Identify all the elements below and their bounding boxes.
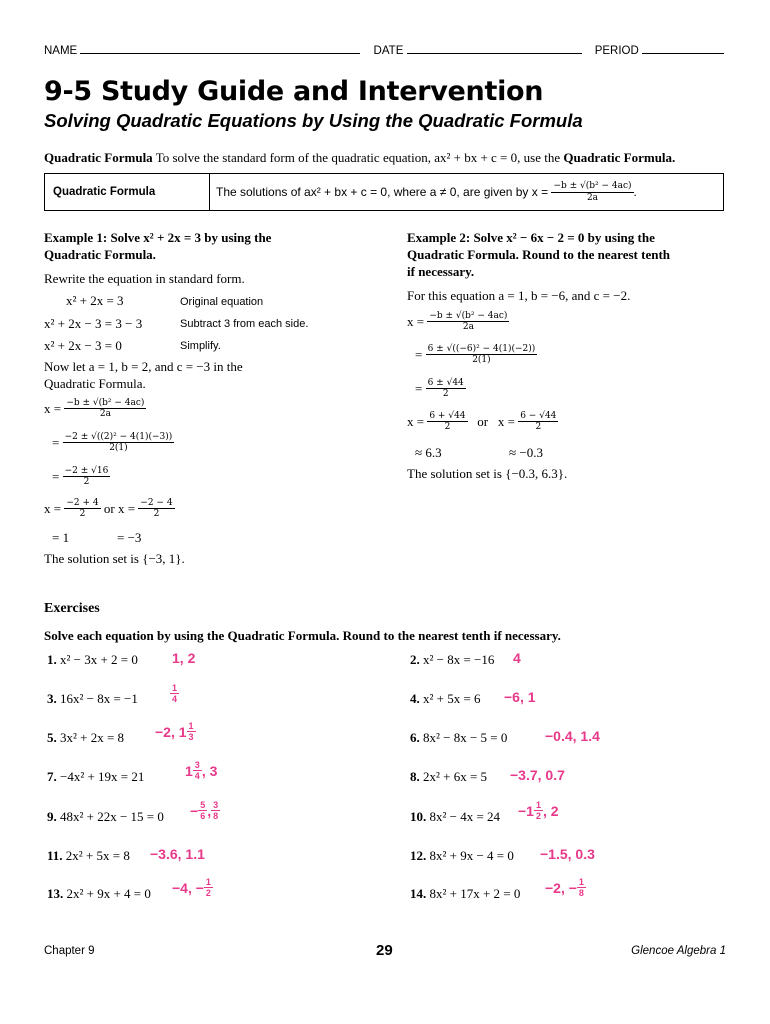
- example1-step3-eq: x² + 2x − 3 = 0: [44, 338, 122, 353]
- exercise-7-answer: 1 $\frac{3}{4}$ , 3: [185, 760, 218, 782]
- exercise-3: 3. 16x² − 8x = −1: [47, 691, 138, 706]
- example1-heading-line2: Quadratic Formula.: [44, 247, 156, 262]
- example2-result-2: ≈ −0.3: [509, 445, 543, 460]
- ex1-f4b-num: −2 − 4: [140, 498, 173, 508]
- example2-formula-1: x = $\frac{\text{−b ± √(b² − 4ac)}}{2a}$: [407, 311, 508, 333]
- example1-result-1: = 1: [52, 530, 70, 545]
- exercises-heading: Exercises: [44, 601, 100, 616]
- ex2-f4b-den: 2: [535, 422, 542, 433]
- example1-result-2: = −3: [117, 530, 142, 545]
- example1-step1-eq: x² + 2x = 3: [66, 293, 124, 308]
- ex1-f1-num: −b ± √(b² − 4ac): [66, 398, 145, 408]
- intro-paragraph: [44, 150, 675, 166]
- formula-denominator: 2a: [586, 192, 599, 203]
- example2-formula-2: = $\frac{\text{6 ± √((−6)² − 4(1)(−2))}}{2(1)}$: [415, 344, 536, 366]
- example1-step2-note: Subtract 3 from each side.: [180, 318, 309, 330]
- exercise-9-answer: − $\frac{5}{6}$ , $\frac{3}{8}$: [190, 800, 219, 822]
- example2-solution: The solution set is {−0.3, 6.3}.: [407, 466, 568, 481]
- exercise-1-answer: 1, 2: [172, 650, 196, 666]
- exercise-2-answer: 4: [513, 650, 521, 666]
- footer-chapter: Chapter 9: [44, 945, 95, 957]
- ex1-f4a-num: −2 + 4: [66, 498, 99, 508]
- exercises-instructions: Solve each equation by using the Quadratic Formula. Round to the nearest tenth if necessary.: [44, 628, 561, 643]
- ex1-f3-num: −2 ± √16: [64, 466, 109, 476]
- ex2-f1-den: 2a: [462, 322, 474, 333]
- example2-intro: For this equation a = 1, b = −6, and c = −2.: [407, 288, 631, 303]
- example2-formula-3: = $\frac{6 \pm √44}{2}$: [415, 378, 464, 400]
- example2-heading-line1: Example 2: Solve x² − 6x − 2 = 0 by using the: [407, 230, 655, 245]
- example1-formula-2: = $\frac{\text{−2 ± √((2)² − 4(1)(−3))}}{2(1)}$: [52, 432, 173, 454]
- example1-solution: The solution set is {−3, 1}.: [44, 551, 185, 566]
- example1-let-line1: Now let a = 1, b = 2, and c = −3 in the: [44, 359, 243, 374]
- example1-step2-eq: x² + 2x − 3 = 3 − 3: [44, 316, 143, 331]
- intro-term-2: Quadratic Formula.: [563, 150, 676, 165]
- example1-step3-note: Simplify.: [180, 340, 221, 352]
- footer-book: Glencoe Algebra 1: [631, 945, 726, 957]
- exercise-1: 1. x² − 3x + 2 = 0: [47, 652, 138, 667]
- ex1-f2-num: −2 ± √((2)² − 4(1)(−3)): [64, 432, 173, 442]
- ex2-f4b-num: 6 − √44: [520, 411, 557, 421]
- ex2-f1-num: −b ± √(b² − 4ac): [429, 311, 508, 321]
- page-subtitle: Solving Quadratic Equations by Using the Quadratic Formula: [44, 110, 583, 131]
- example1-rewrite: Rewrite the equation in standard form.: [44, 271, 245, 286]
- ex1-f2-den: 2(1): [109, 443, 128, 454]
- name-label: NAME: [44, 45, 78, 57]
- ex2-f4a-num: 6 + √44: [429, 411, 466, 421]
- exercise-5: 5. 3x² + 2x = 8: [47, 730, 125, 745]
- exercise-10-answer: −1 $\frac{1}{2}$ , 2: [518, 800, 559, 822]
- page-title: 9-5 Study Guide and Intervention: [44, 76, 544, 107]
- exercise-8-answer: −3.7, 0.7: [510, 767, 565, 783]
- period-label: PERIOD: [594, 45, 639, 57]
- ex2-f3-den: 2: [442, 389, 449, 400]
- ex2-f4a-den: 2: [444, 422, 451, 433]
- student-info-header: [44, 44, 724, 57]
- date-label: DATE: [373, 45, 404, 57]
- example1-formula-3: = $\frac{-2 \pm √16}{2}$: [52, 466, 109, 488]
- exercise-3-answer: $\frac{1}{4}$: [172, 683, 178, 705]
- ex1-or: or: [103, 500, 115, 516]
- name-field[interactable]: [80, 44, 360, 54]
- example1-heading: [44, 229, 271, 263]
- exercise-5-answer: −2, 1 $\frac{1}{3}$: [155, 721, 194, 743]
- ex2-or: or: [477, 413, 489, 429]
- ex2-f2-den: 2(1): [472, 355, 491, 366]
- example1-step1-note: Original equation: [180, 296, 264, 308]
- formula-fraction: [551, 181, 633, 203]
- example2-heading-line2: Quadratic Formula. Round to the nearest tenth: [407, 247, 671, 262]
- exercise-8: 8. 2x² + 6x = 5: [410, 769, 488, 784]
- exercise-13-answer: −4, − $\frac{1}{2}$: [172, 877, 211, 899]
- example1-let-line2: Quadratic Formula.: [44, 376, 146, 391]
- exercise-12: 12. 8x² + 9x − 4 = 0: [410, 848, 514, 863]
- exercise-4-answer: −6, 1: [504, 689, 536, 705]
- exercise-11: 11. 2x² + 5x = 8: [47, 848, 130, 863]
- exercise-11-answer: −3.6, 1.1: [150, 846, 205, 862]
- formula-box-content: The solutions of ax² + bx + c = 0, where a ≠ 0, are given by x = $\frac{\text{−b ± √(b² − 4ac)}}{2a}$ .: [216, 181, 637, 203]
- exercise-7: 7. −4x² + 19x = 21: [47, 769, 145, 784]
- ex1-f1-den: 2a: [99, 409, 111, 420]
- exercise-10: 10. 8x² − 4x = 24: [410, 809, 501, 824]
- example1-formula-4: x = $\frac{-2 + 4}{2}$ or x = $\frac{-2 - 4}{2}$: [44, 498, 173, 520]
- exercise-14: 14. 8x² + 17x + 2 = 0: [410, 886, 521, 901]
- ex1-f4a-den: 2: [79, 509, 86, 520]
- ex1-f4b-den: 2: [153, 509, 160, 520]
- period-field[interactable]: [642, 44, 724, 54]
- example2-heading: [407, 229, 670, 280]
- exercise-13: 13. 2x² + 9x + 4 = 0: [47, 886, 151, 901]
- exercise-2: 2. x² − 8x = −16: [410, 652, 495, 667]
- example1-let: [44, 358, 243, 392]
- exercise-6: 6. 8x² − 8x − 5 = 0: [410, 730, 508, 745]
- ex2-f2-num: 6 ± √((−6)² − 4(1)(−2)): [427, 344, 536, 354]
- intro-term: Quadratic Formula: [44, 150, 153, 165]
- exercise-6-answer: −0.4, 1.4: [545, 728, 600, 744]
- exercise-14-answer: −2, − $\frac{1}{8}$: [545, 877, 584, 899]
- formula-numerator: −b ± √(b² − 4ac): [553, 181, 632, 192]
- ex2-f3-num: 6 ± √44: [427, 378, 464, 388]
- example2-formula-4: x = $\frac{6 + √44}{2}$ or x = $\frac{6 - √44}{2}$: [407, 411, 557, 433]
- ex1-f3-den: 2: [83, 477, 90, 488]
- formula-box-label: Quadratic Formula: [45, 174, 210, 210]
- example1-heading-line1: Example 1: Solve x² + 2x = 3 by using the: [44, 230, 272, 245]
- example1-formula-1: x = $\frac{\text{−b ± √(b² − 4ac)}}{2a}$: [44, 398, 145, 420]
- formula-box: [44, 173, 724, 211]
- footer-page-number: 29: [376, 942, 393, 959]
- example2-heading-line3: if necessary.: [407, 264, 475, 279]
- formula-box-text: The solutions of ax² + bx + c = 0, where a ≠ 0, are given by x =: [216, 185, 549, 199]
- exercise-4: 4. x² + 5x = 6: [410, 691, 481, 706]
- intro-text: To solve the standard form of the quadratic equation, ax² + bx + c = 0, use the: [155, 150, 561, 165]
- exercise-12-answer: −1.5, 0.3: [540, 846, 595, 862]
- date-field[interactable]: [407, 44, 582, 54]
- example2-result-1: ≈ 6.3: [415, 445, 442, 460]
- exercise-9: 9. 48x² + 22x − 15 = 0: [47, 809, 164, 824]
